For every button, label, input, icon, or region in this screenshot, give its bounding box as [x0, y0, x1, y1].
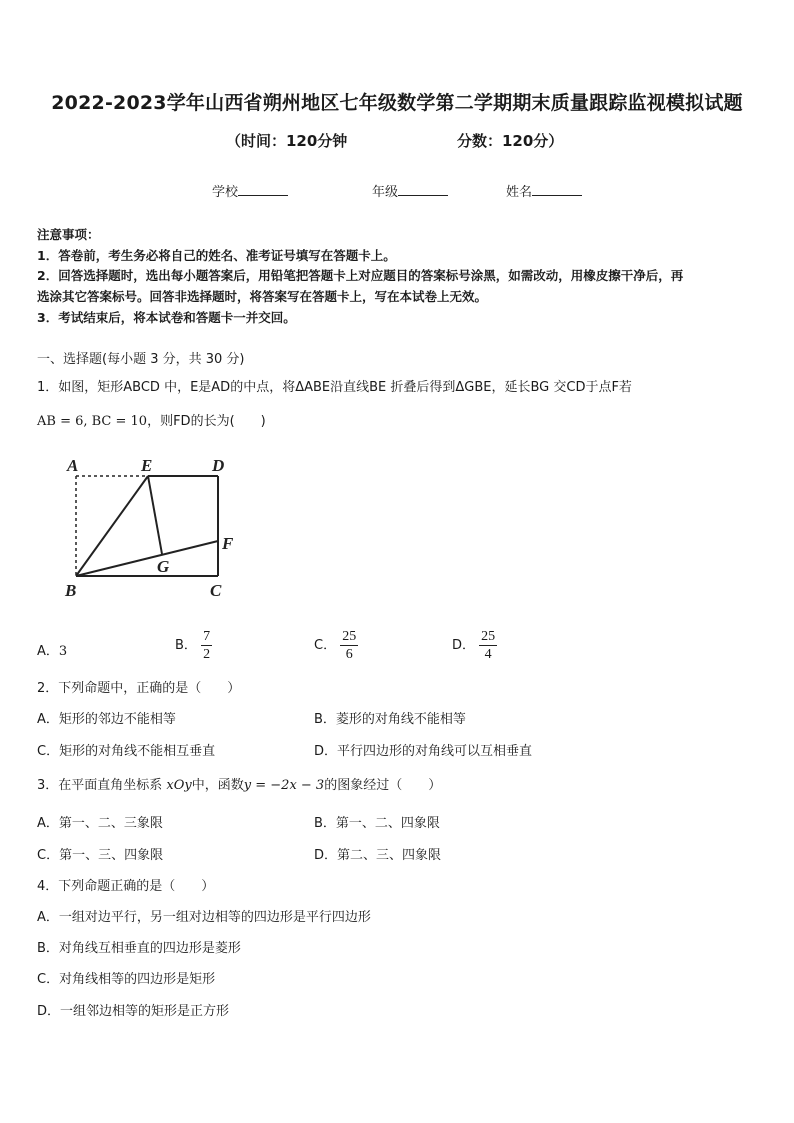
school-label: 学校: [212, 185, 239, 200]
q1-option-c-numerator: 25: [342, 629, 357, 644]
note-item-3: 3．考试结束后，将本试卷和答题卡一并交回。: [37, 310, 296, 325]
q1-option-b[interactable]: [175, 628, 212, 663]
q3-stem-part-3: 的图象经过（ ）: [324, 778, 442, 793]
q3-function: y = −2x − 3: [243, 778, 325, 793]
label-a: A: [67, 456, 79, 475]
label-b: B: [65, 581, 77, 600]
exam-score: 分数：120分）: [457, 132, 564, 150]
note-item-1: 1．答卷前，考生务必将自己的姓名、准考证号填写在答题卡上。: [37, 248, 396, 263]
q2-option-b[interactable]: B．菱形的对角线不能相等: [314, 712, 466, 727]
q1-option-d-numerator: 25: [481, 629, 496, 644]
notes-heading: 注意事项：: [37, 227, 100, 242]
grade-field: [372, 181, 448, 200]
name-field: [506, 181, 582, 200]
q1-stem: 1．如图，矩形ABCD 中，E是AD的中点，将ΔABE沿直线BE 折叠后得到ΔGBE，延长BG 交CD于点F若: [37, 380, 632, 395]
q4-option-b[interactable]: B．对角线互相垂直的四边形是菱形: [37, 941, 241, 956]
q2-stem: 2．下列命题中，正确的是（ ）: [37, 681, 241, 696]
q3-xoy: xOy: [166, 778, 192, 793]
q3-stem: [37, 774, 441, 793]
name-label: 姓名: [506, 185, 533, 200]
label-d: D: [212, 456, 225, 475]
q3-stem-part-1: 3．在平面直角坐标系: [37, 778, 163, 793]
q2-option-c[interactable]: C．矩形的对角线不能相互垂直: [37, 744, 216, 759]
school-blank: [238, 183, 288, 196]
section-heading: 一、选择题(每小题 3 分，共 30 分): [37, 352, 245, 367]
segment-eg: [148, 476, 162, 554]
q1-option-b-numerator: 7: [203, 629, 211, 644]
q4-option-a[interactable]: A．一组对边平行，另一组对边相等的四边形是平行四边形: [37, 910, 371, 925]
q1-option-d-fraction: [479, 628, 497, 663]
q1-option-c-label: C．: [314, 638, 337, 653]
q1-option-a-label: A．: [37, 644, 59, 659]
q3-option-c[interactable]: C．第一、三、四象限: [37, 848, 164, 863]
q1-option-c-denominator: 6: [345, 647, 353, 662]
name-blank: [532, 183, 582, 196]
q1-option-d[interactable]: [452, 628, 497, 663]
label-g: G: [157, 557, 170, 576]
grade-blank: [398, 183, 448, 196]
grade-label: 年级: [372, 185, 399, 200]
q1-option-b-label: B．: [175, 638, 197, 653]
q3-option-b[interactable]: B．第一、二、四象限: [314, 816, 440, 831]
q1-rectangle-figure: [58, 446, 248, 606]
exam-time: （时间：120分钟: [226, 132, 348, 150]
q4-option-c[interactable]: C．对角线相等的四边形是矩形: [37, 972, 216, 987]
q1-condition: AB = 6, BC = 10: [37, 414, 148, 429]
school-field: [212, 181, 288, 200]
q1-option-a[interactable]: [37, 640, 67, 659]
q2-option-a[interactable]: A．矩形的邻边不能相等: [37, 712, 176, 727]
q1-option-d-denominator: 4: [484, 647, 492, 662]
q4-option-d[interactable]: D．一组邻边相等的矩形是正方形: [37, 1004, 230, 1019]
q1-option-c[interactable]: [314, 628, 358, 663]
q1-option-a-value: 3: [58, 644, 68, 659]
q1-stem-cont: [37, 410, 266, 429]
q2-option-d[interactable]: D．平行四边形的对角线可以互相垂直: [314, 744, 533, 759]
q3-option-d[interactable]: D．第二、三、四象限: [314, 848, 442, 863]
page-title: 2022-2023学年山西省朔州地区七年级数学第二学期期末质量跟踪监视模拟试题: [51, 92, 743, 114]
note-item-2: 2．回答选择题时，选出每小题答案后，用铅笔把答题卡上对应题目的答案标号涂黑，如需改动，用橡皮擦干净后，再: [37, 268, 684, 283]
label-f: F: [222, 534, 234, 553]
q1-option-b-denominator: 2: [203, 647, 211, 662]
q3-stem-part-2: 中，函数: [191, 778, 244, 793]
q1-option-d-label: D．: [452, 638, 476, 653]
label-e: E: [141, 456, 153, 475]
label-c: C: [210, 581, 222, 600]
q1-option-c-fraction: [340, 628, 358, 663]
q3-option-a[interactable]: A．第一、二、三象限: [37, 816, 163, 831]
note-item-2-cont: 选涂其它答案标号。回答非选择题时，将答案写在答题卡上，写在本试卷上无效。: [37, 289, 488, 304]
q1-question: ，则FD的长为( ): [147, 414, 266, 429]
q4-stem: 4．下列命题正确的是（ ）: [37, 879, 215, 894]
q1-option-b-fraction: [201, 628, 212, 663]
